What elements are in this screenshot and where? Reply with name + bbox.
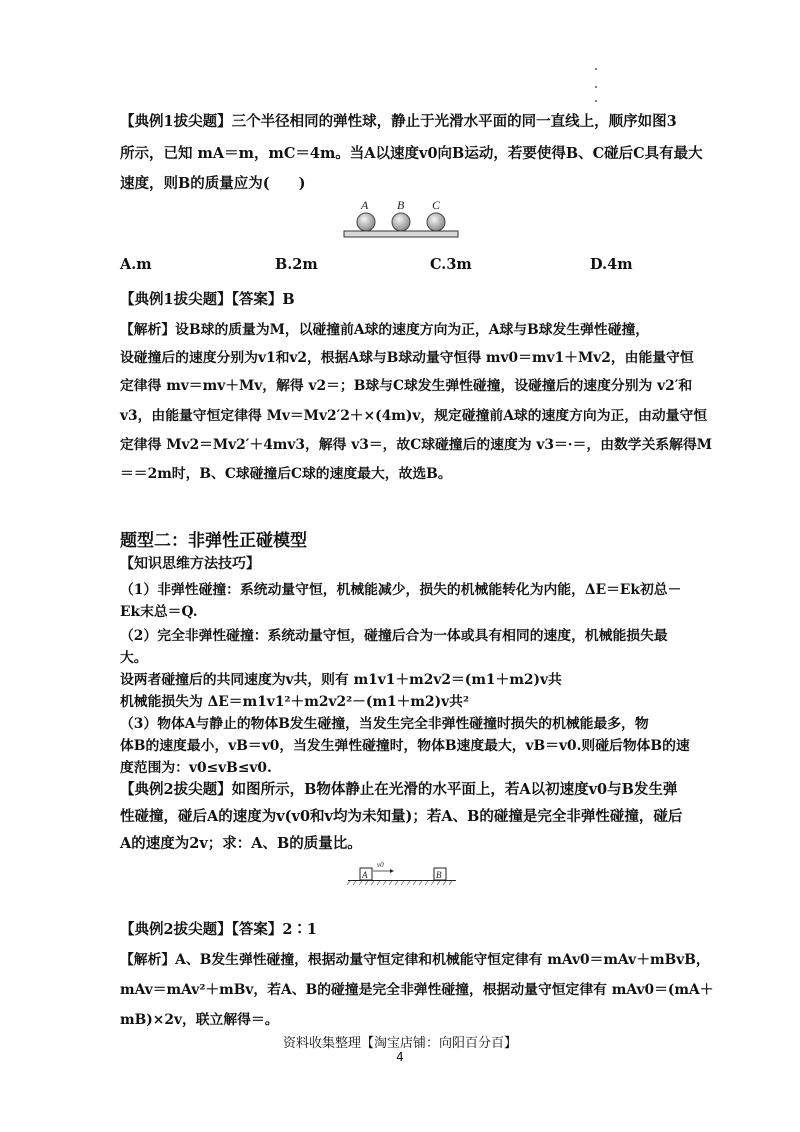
option-a: A.m: [120, 256, 152, 273]
three-balls-figure: [340, 198, 462, 242]
ex1-line: 【典例1拔尖题】三个半径相同的弹性球，静止于光滑水平面的同一直线上，顺序如图3: [120, 113, 677, 130]
footer-text: 资料收集整理【淘宝店铺：向阳百分百】: [282, 1036, 517, 1051]
ex1-line: 所示，已知 mA＝m，mC＝4m。当A以速度v0向B运动，若要使得B、C碰后C具有最大: [120, 145, 703, 162]
ex1-analysis-line: v3，由能量守恒定律得 Mv＝Mv2′2＋×(4m)v，规定碰撞前A球的速度方向为正，由动量守恒: [120, 408, 708, 424]
option-b: B.2m: [275, 256, 318, 273]
tips-title: 【知识思维方法技巧】: [120, 556, 260, 572]
ex2-analysis-line: 【解析】A、B发生弹性碰撞，根据动量守恒定律和机械能守恒定律有 mAv0＝mAv＋mBvB，: [120, 952, 710, 968]
ex2-analysis-line: mAv＝mAv²＋mBv，若A、B的碰撞是完全非弹性碰撞，根据动量守恒定律有 mAv0＝(mA＋: [120, 982, 714, 998]
tips-line: 大。: [120, 650, 148, 666]
ex2-line: A的速度为2v；求：A、B的质量比。: [120, 835, 362, 852]
ball-c: [427, 213, 445, 231]
ex1-line: 速度，则B的质量应为( ): [120, 175, 306, 192]
ex1-analysis-line: 【解析】设B球的质量为M，以碰撞前A球的速度方向为正，A球与B球发生弹性碰撞，: [120, 322, 650, 338]
tips-line: （3）物体A与静止的物体B发生碰撞，当发生完全非弹性碰撞时损失的机械能最多，物: [120, 716, 649, 732]
ex1-analysis-line: 定律得 mv＝mv＋Mv，解得 v2＝；B球与C球发生弹性碰撞，设碰撞后的速度分别为 v2′和: [120, 378, 693, 394]
velocity-arrow-head: [390, 869, 394, 873]
option-c: C.3m: [430, 256, 472, 273]
ground-surface: [344, 231, 458, 237]
tips-line: （1）非弹性碰撞：系统动量守恒，机械能减少，损失的机械能转化为内能，ΔE＝Ek初总－: [120, 582, 682, 598]
tips-line: （2）完全非弹性碰撞：系统动量守恒，碰撞后合为一体或具有相同的速度，机械能损失最: [120, 628, 668, 644]
ball-label-a: A: [361, 198, 369, 212]
blocks-figure: [344, 860, 460, 890]
page-number: 4: [396, 1050, 404, 1064]
ball-label-c: C: [432, 198, 441, 212]
tips-line: 机械能损失为 ΔE＝m1v1²＋m2v2²－(m1＋m2)v共²: [120, 694, 470, 710]
ex2-analysis-line: mB)×2v，联立解得＝。: [120, 1012, 279, 1028]
ball-b: [392, 213, 410, 231]
option-d: D.4m: [590, 256, 633, 273]
ex2-answer: 【典例2拔尖题】【答案】2∶1: [120, 921, 318, 938]
tips-line: 设两者碰撞后的共同速度为v共，则有 m1v1＋m2v2＝(m1＋m2)v共: [120, 672, 562, 688]
velocity-label: v0: [377, 861, 384, 869]
ex1-analysis-line: ＝＝2m时，B、C球碰撞后C球的速度最大，故选B。: [120, 466, 452, 482]
ball-a: [357, 213, 375, 231]
block-b-label: B: [436, 870, 442, 880]
scan-dot: [595, 86, 597, 88]
tips-line: Ek末总＝Q.: [120, 604, 198, 620]
ex1-analysis-line: 定律得 Mv2＝Mv2′＋4mv3，解得 v3＝，故C球碰撞后的速度为 v3＝·＝，由数学关系解得M: [120, 437, 713, 453]
ex1-analysis-line: 设碰撞后的速度分别为v1和v2，根据A球与B球动量守恒得 mv0＝mv1＋Mv2，由能量守恒: [120, 350, 694, 366]
scan-dot: [595, 100, 597, 102]
ex2-line: 性碰撞，碰后A的速度为v(v0和v均为未知量)；若A、B的碰撞是完全非弹性碰撞，碰后: [120, 808, 683, 825]
block-a-label: A: [362, 870, 368, 880]
ball-label-b: B: [397, 198, 405, 212]
section-heading: 题型二：非弹性正碰模型: [120, 531, 307, 551]
ex1-answer: 【典例1拔尖题】【答案】B: [120, 291, 295, 308]
scan-dot: [595, 68, 597, 70]
tips-line: 体B的速度最小，vB＝v0，当发生弹性碰撞时，物体B速度最大，vB＝v0.则碰后物体B的速: [120, 738, 690, 754]
ex2-line: 【典例2拔尖题】如图所示，B物体静止在光滑的水平面上，若A以初速度v0与B发生弹: [120, 781, 678, 798]
tips-line: 度范围为：v0≤vB≤v0.: [120, 760, 272, 776]
